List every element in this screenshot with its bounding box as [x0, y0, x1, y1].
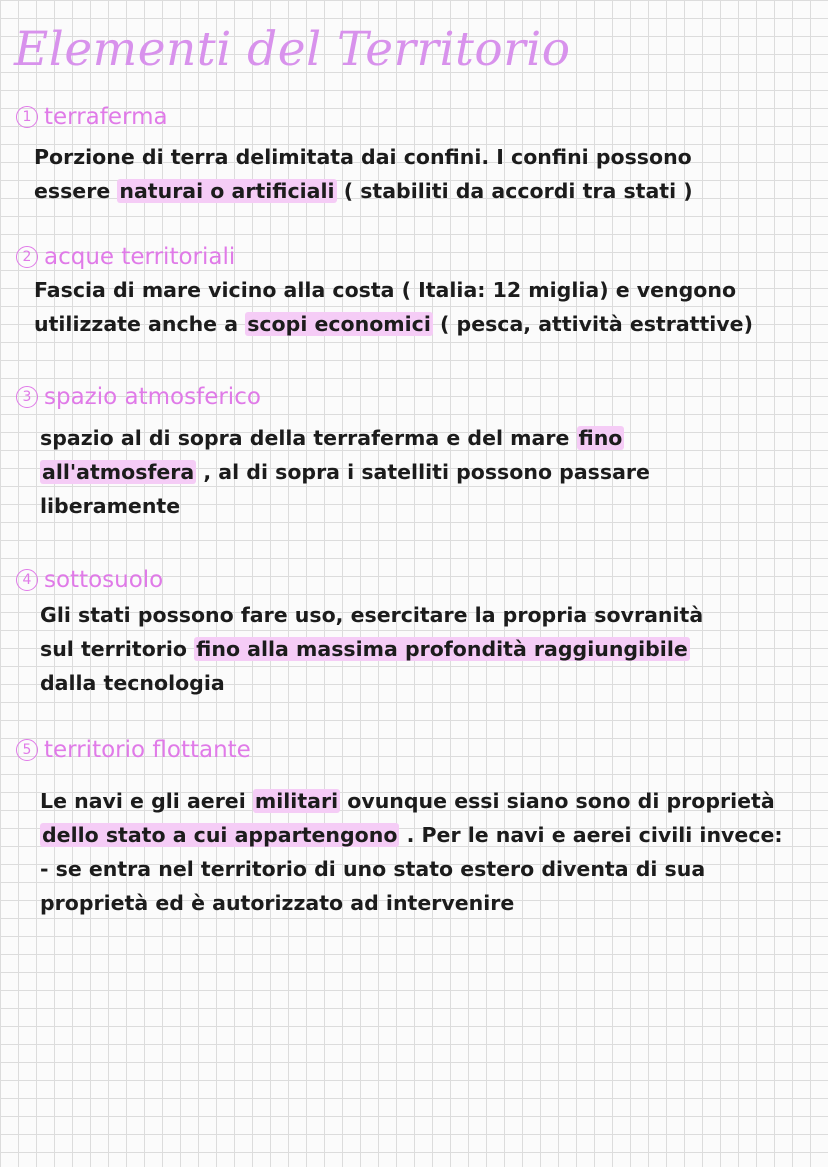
section-heading-territorio-flottante — [16, 737, 251, 763]
section-number-badge: 5 — [16, 739, 38, 761]
text-segment: sul territorio — [40, 637, 195, 661]
text-segment: dalla tecnologia — [40, 671, 225, 695]
section-body — [40, 784, 783, 920]
text-segment: liberamente — [40, 494, 181, 518]
text-line — [34, 174, 693, 208]
section-heading-sottosuolo — [16, 567, 163, 593]
section-body — [40, 421, 650, 523]
highlighted-text: scopi economici — [247, 312, 431, 336]
text-segment: proprietà ed è autorizzato ad intervenire — [40, 891, 515, 915]
highlighted-text: naturai o artificiali — [119, 179, 335, 203]
text-line — [34, 140, 693, 174]
section-heading-spazio-atmosferico — [16, 384, 261, 410]
text-line — [34, 307, 753, 341]
text-segment: . Per le navi e aerei civili invece: — [399, 823, 783, 847]
text-line — [34, 273, 753, 307]
section-body — [34, 140, 693, 208]
section-number-badge: 2 — [16, 246, 38, 268]
text-line — [40, 632, 703, 666]
text-line — [40, 852, 783, 886]
section-number-badge: 3 — [16, 386, 38, 408]
text-line — [40, 489, 650, 523]
text-segment: ovunque essi siano sono di proprietà — [340, 789, 775, 813]
text-segment: utilizzate anche a — [34, 312, 246, 336]
highlighted-text: fino alla massima profondità raggiungibile — [196, 637, 688, 661]
highlighted-text: all'atmosfera — [42, 460, 195, 484]
section-heading-acque-territoriali — [16, 244, 235, 270]
text-segment: Porzione di terra delimitata dai confini. I confini possono — [34, 145, 692, 169]
section-heading-label: spazio atmosferico — [44, 384, 261, 410]
highlighted-text: militari — [254, 789, 339, 813]
text-line — [40, 598, 703, 632]
section-heading-label: acque territoriali — [44, 244, 236, 270]
text-line — [40, 818, 783, 852]
text-segment: Le navi e gli aerei — [40, 789, 253, 813]
section-heading-label: territorio flottante — [44, 737, 251, 763]
text-line — [40, 421, 650, 455]
text-segment: - se entra nel territorio di uno stato estero diventa di sua — [40, 857, 706, 881]
text-line — [40, 455, 650, 489]
text-segment: Gli stati possono fare uso, esercitare la propria sovranità — [40, 603, 704, 627]
section-body — [34, 273, 753, 341]
text-segment: ( stabiliti da accordi tra stati ) — [336, 179, 693, 203]
text-line — [40, 666, 703, 700]
section-heading-label: sottosuolo — [44, 567, 164, 593]
text-segment: , al di sopra i satelliti possono passare — [196, 460, 650, 484]
text-line — [40, 784, 783, 818]
highlighted-text: fino — [578, 426, 623, 450]
text-segment: ( pesca, attività estrattive) — [432, 312, 753, 336]
text-segment: Fascia di mare vicino alla costa ( Italia: 12 miglia) e vengono — [34, 278, 737, 302]
section-body — [40, 598, 703, 700]
section-number-badge: 4 — [16, 569, 38, 591]
section-number-badge: 1 — [16, 106, 38, 128]
text-segment: spazio al di sopra della terraferma e del mare — [40, 426, 577, 450]
highlighted-text: dello stato a cui appartengono — [42, 823, 398, 847]
text-line — [40, 886, 783, 920]
page-title: Elementi del Territorio — [14, 22, 571, 77]
section-heading-terraferma — [16, 104, 168, 130]
text-segment: essere — [34, 179, 118, 203]
section-heading-label: terraferma — [44, 104, 168, 130]
